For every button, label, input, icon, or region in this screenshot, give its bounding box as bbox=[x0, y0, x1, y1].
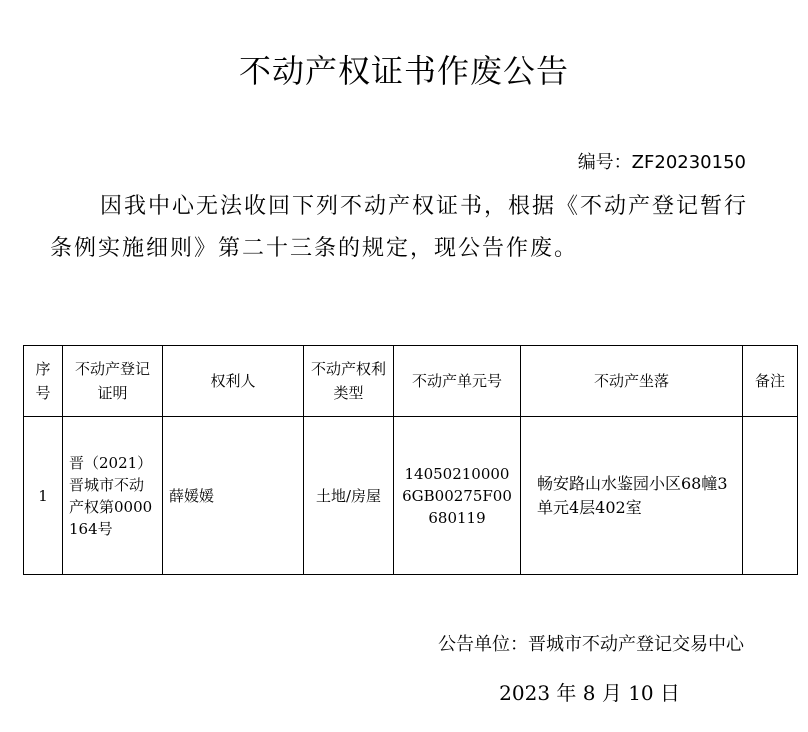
cell-cert: 晋（2021）晋城市不动产权第0000164号 bbox=[63, 417, 163, 575]
notice-date: 2023 年 8 月 10 日 bbox=[499, 681, 680, 705]
table-row bbox=[24, 417, 798, 575]
notice-body bbox=[50, 186, 754, 270]
cell-location: 畅安路山水鉴园小区68幢3单元4层402室 bbox=[521, 417, 743, 575]
header-seq: 序号 bbox=[24, 346, 63, 417]
void-certificate-table bbox=[23, 345, 798, 575]
cell-unit: 140502100006GB00275F00680119 bbox=[394, 417, 521, 575]
cell-remark bbox=[743, 417, 798, 575]
header-remark: 备注 bbox=[743, 346, 798, 417]
header-unit: 不动产单元号 bbox=[394, 346, 521, 417]
issuing-unit: 公告单位：晋城市不动产登记交易中心 bbox=[438, 634, 744, 655]
header-type: 不动产权利类型 bbox=[304, 346, 394, 417]
cell-seq: 1 bbox=[24, 417, 63, 575]
header-location: 不动产坐落 bbox=[521, 346, 743, 417]
document-number: 编号：ZF20230150 bbox=[577, 152, 746, 173]
cell-type: 土地/房屋 bbox=[304, 417, 394, 575]
header-cert: 不动产登记证明 bbox=[63, 346, 163, 417]
cell-holder: 薛媛媛 bbox=[163, 417, 304, 575]
table-header-row bbox=[24, 346, 798, 417]
document-title: 不动产权证书作废公告 bbox=[238, 52, 569, 90]
notice-body-text: 因我中心无法收回下列不动产权证书，根据《不动产登记暂行条例实施细则》第二十三条的规定，现公告作废。 bbox=[50, 194, 749, 261]
header-holder: 权利人 bbox=[163, 346, 304, 417]
